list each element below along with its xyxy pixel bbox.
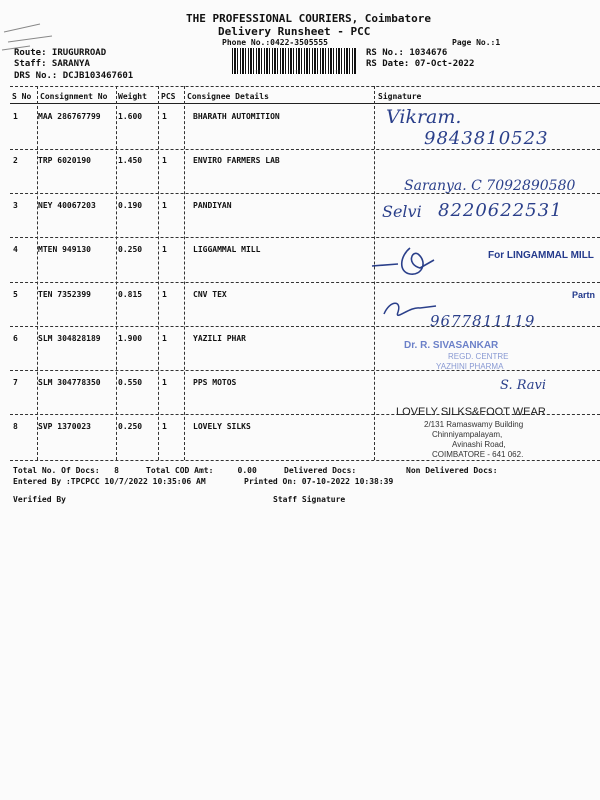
row-pcs: 1 (162, 290, 167, 299)
signature-7: S. Ravi (500, 378, 547, 393)
row-pcs: 1 (162, 422, 167, 431)
stamp-lovely-addr2: Chinniyampalayam, (432, 430, 503, 439)
row-weight: 1.600 (118, 112, 143, 121)
row-divider (10, 237, 600, 238)
barcode (232, 48, 356, 74)
row-consignee: YAZILI PHAR (193, 334, 246, 343)
table-header-rule (10, 103, 600, 104)
stamp-lovely-addr1: 2/131 Ramaswamy Building (424, 420, 524, 429)
header-pcs: PCS (161, 92, 176, 101)
row-weight: 0.250 (118, 422, 143, 431)
row-pcs: 1 (162, 156, 167, 165)
row-sno: 3 (13, 201, 18, 210)
row-consignment: TRP 6020190 (38, 156, 91, 165)
rs-number: RS No.: 1034676 (366, 48, 448, 58)
entered-by: Entered By :TPCPCC 10/7/2022 10:35:06 AM (13, 477, 206, 486)
row-consignee: ENVIRO FARMERS LAB (193, 156, 280, 165)
row-weight: 0.550 (118, 378, 143, 387)
row-weight: 0.250 (118, 245, 143, 254)
stamp-lovely-addr3: Avinashi Road, (452, 440, 506, 449)
col-divider-4 (184, 86, 185, 460)
row-sno: 7 (13, 378, 18, 387)
rs-date: RS Date: 07-Oct-2022 (366, 59, 475, 69)
staff: Staff: SARANYA (14, 59, 90, 69)
stamp-pharma-line2: REGD. CENTRE (448, 352, 509, 361)
staff-signature: Staff Signature (273, 495, 346, 504)
delivered-docs: Delivered Docs: (284, 466, 357, 475)
signature-3-phone: 8220622531 (438, 200, 563, 221)
document-title: Delivery Runsheet - PCC (218, 25, 371, 38)
row-consignment: SLM 304828189 (38, 334, 101, 343)
header-weight: Weight (118, 92, 147, 101)
row-weight: 0.190 (118, 201, 143, 210)
phone-number: Phone No.:0422-3505555 (222, 38, 328, 47)
row-consignee: PANDIYAN (193, 201, 232, 210)
non-delivered-docs: Non Delivered Docs: (406, 466, 498, 475)
signature-2: Saranya. C 7092890580 (404, 178, 576, 194)
row-sno: 4 (13, 245, 18, 254)
row-pcs: 1 (162, 378, 167, 387)
total-cod: Total COD Amt: 0.00 (146, 466, 257, 475)
row-consignment: NEY 40067203 (38, 201, 96, 210)
row-consignee: PPS MOTOS (193, 378, 237, 387)
row-consignment: MAA 286767799 (38, 112, 101, 121)
row-consignee: LOVELY SILKS (193, 422, 251, 431)
row-divider (10, 149, 600, 150)
signature-3-name: Selvi (382, 202, 422, 221)
stamp-lingammal: For LINGAMMAL MILL (488, 250, 594, 261)
signature-1-name: Vikram. (386, 106, 462, 128)
col-divider-1 (37, 86, 38, 460)
row-sno: 2 (13, 156, 18, 165)
header-signature: Signature (378, 92, 422, 101)
stamp-lovely-name: LOVELY SILKS&FOOT WEAR (396, 406, 546, 418)
header-consignment: Consignment No (40, 92, 108, 101)
row-consignment: SLM 304778350 (38, 378, 101, 387)
header-sno: S No (12, 92, 32, 101)
row-consignee: LIGGAMMAL MILL (193, 245, 261, 254)
stamp-pharma-line3: YAZHINI PHARMA (436, 362, 504, 371)
signature-1-phone: 9843810523 (424, 128, 549, 149)
printed-on: Printed On: 07-10-2022 10:38:39 (244, 477, 394, 486)
verified-by: Verified By (13, 495, 66, 504)
row-sno: 8 (13, 422, 18, 431)
page-number: Page No.:1 (452, 38, 501, 47)
row-divider (10, 370, 600, 371)
total-docs: Total No. Of Docs: 8 (13, 466, 119, 475)
row-pcs: 1 (162, 201, 167, 210)
row-weight: 1.900 (118, 334, 143, 343)
row-weight: 1.450 (118, 156, 143, 165)
row-sno: 1 (13, 112, 18, 121)
row-consignment: SVP 1370023 (38, 422, 91, 431)
row-consignment: TEN 7352399 (38, 290, 91, 299)
col-divider-3 (158, 86, 159, 460)
row-weight: 0.815 (118, 290, 143, 299)
stamp-pharma-line1: Dr. R. SIVASANKAR (404, 340, 499, 351)
table-bottom-rule (10, 460, 600, 461)
row-pcs: 1 (162, 112, 167, 121)
signature-4-scribble (370, 242, 460, 282)
row-consignment: MTEN 949130 (38, 245, 91, 254)
row-sno: 5 (13, 290, 18, 299)
row-divider (10, 282, 600, 283)
row-consignee: BHARATH AUTOMITION (193, 112, 280, 121)
header-consignee: Consignee Details (187, 92, 269, 101)
route: Route: IRUGURROAD (14, 48, 107, 58)
row-pcs: 1 (162, 245, 167, 254)
corner-scribble (0, 18, 70, 58)
col-divider-2 (116, 86, 117, 460)
drs-number: DRS No.: DCJB103467601 (14, 71, 134, 81)
row-pcs: 1 (162, 334, 167, 343)
stamp-partner: Partn (572, 290, 596, 300)
row-sno: 6 (13, 334, 18, 343)
row-consignee: CNV TEX (193, 290, 227, 299)
signature-6-phone: 9677811119 (430, 312, 536, 330)
company-name: THE PROFESSIONAL COURIERS, Coimbatore (186, 12, 432, 25)
table-top-rule (10, 86, 600, 87)
stamp-lovely-addr4: COIMBATORE - 641 062. (432, 450, 524, 459)
